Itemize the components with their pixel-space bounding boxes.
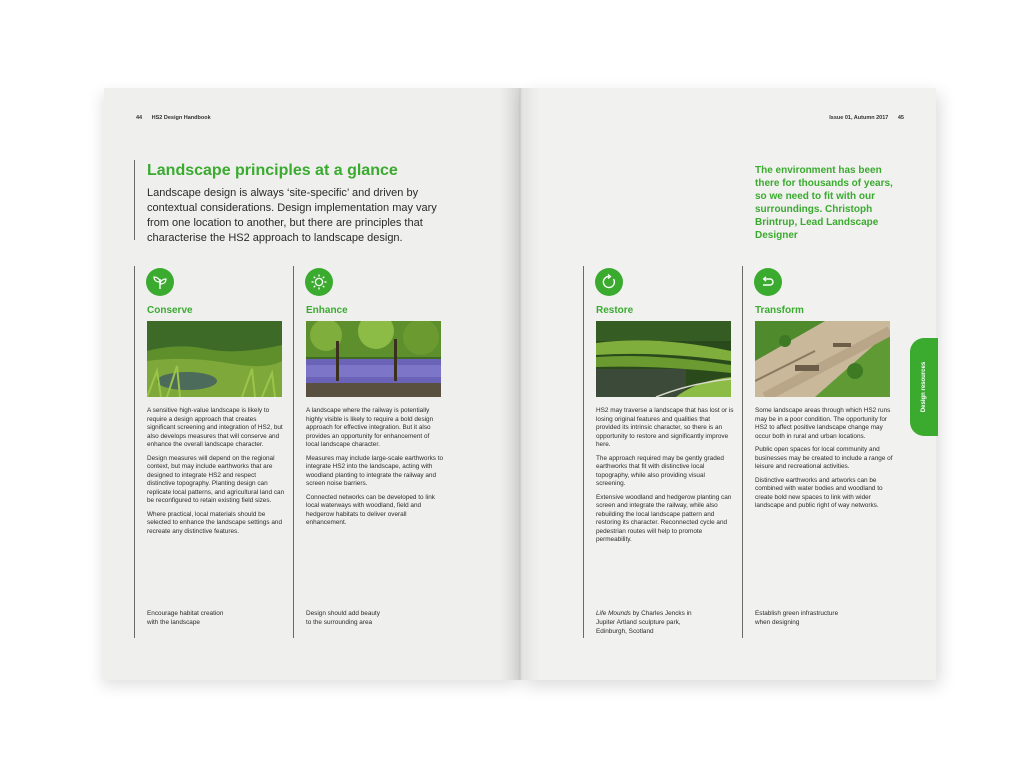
page-title: Landscape principles at a glance — [147, 162, 398, 179]
column-title: Conserve — [147, 305, 193, 316]
photo-urban-park-aerial — [755, 321, 890, 397]
column-body — [755, 407, 893, 511]
caption-artwork-title: Life Mounds — [596, 610, 631, 617]
column-rule-enhance — [293, 266, 294, 638]
column-rule-conserve — [134, 266, 135, 638]
column-transform — [755, 268, 893, 516]
paragraph: Some landscape areas through which HS2 runs may be in a poor condition. The opportunity for HS2 to affect positive landscape change may occur both in rural and urban locations. — [755, 407, 891, 440]
photo-wetland-pond — [147, 321, 282, 397]
column-body — [147, 407, 285, 536]
paragraph: Extensive woodland and hedgerow planting can screen and integrate the railway, while also rebuilding the local landscape pattern and restoring its character. Reconnected cycle and pedestrian routes will help to promote permeability. — [596, 493, 732, 544]
paragraph: The approach required may be gently graded earthworks that fit with distinctive local topography, while also providing visual screening. — [596, 454, 724, 488]
left-running-head — [136, 115, 211, 121]
paragraph: HS2 may traverse a landscape that has lost or is losing original features and qualities that provided its intrinsic character, so there is an opportunity to restore and significantly improve here. — [596, 407, 734, 449]
column-enhance — [306, 268, 444, 533]
column-rule-restore — [583, 266, 584, 638]
column-title: Transform — [755, 305, 804, 316]
column-body — [306, 407, 444, 528]
left-page-number: 44 — [136, 115, 143, 121]
column-title: Enhance — [306, 305, 348, 316]
paragraph: Public open spaces for local community and businesses may be created to include a range of leisure and recreational activities. — [755, 446, 893, 471]
photo-bluebell-woodland — [306, 321, 441, 397]
sun-icon — [305, 268, 333, 296]
column-restore — [596, 268, 734, 550]
pull-quote: The environment has been there for thousands of years, so we need to fit with our surroundings. Christoph Brintrup, Lead Landscape Designer — [755, 165, 893, 241]
right-page — [520, 88, 936, 680]
section-side-tab[interactable] — [910, 338, 938, 436]
paragraph: Distinctive earthworks and artworks can be combined with water bodies and woodland to create bold new spaces to link with wider landscape and public right of way networks. — [755, 476, 883, 510]
right-running-title: Issue 01, Autumn 2017 — [829, 115, 889, 121]
title-rule — [134, 160, 135, 240]
paragraph: Design measures will depend on the regional context, but may include earthworks that are designed to integrate HS2 and respect distinctive topography. Planting design can replicate local patterns, and agricultural land can be reconfigured to retain existing field sizes. — [147, 454, 285, 505]
side-tab-label: Design resources — [921, 361, 927, 413]
caption-restore — [596, 610, 706, 637]
left-page — [104, 88, 520, 680]
column-title: Restore — [596, 305, 634, 316]
left-running-title: HS2 Design Handbook — [151, 115, 211, 121]
caption-enhance: Design should add beauty to the surrounding area — [306, 610, 380, 626]
right-page-number: 45 — [897, 115, 904, 121]
right-running-head — [829, 115, 904, 121]
column-conserve — [147, 268, 285, 541]
paragraph: Measures may include large-scale earthworks to integrate HS2 into the landscape, acting with woodland planting to integrate the railway and screen noise barriers. — [306, 454, 444, 488]
return-arrow-icon — [754, 268, 782, 296]
paragraph: A sensitive high-value landscape is likely to require a design approach that creates significant screening and integration of HS2, but also develops measures that will conserve and enhance the overall landscape character. — [147, 407, 283, 449]
paragraph: A landscape where the railway is potentially highly visible is likely to require a bold design approach for effective integration. But it also provides an opportunity for enhancement of local landscape character. — [306, 407, 434, 449]
circular-arrow-icon — [595, 268, 623, 296]
caption-transform: Establish green infrastructure when designing — [755, 610, 839, 626]
intro-paragraph: Landscape design is always ‘site-specific’ and driven by contextual considerations. Design implementation may vary from one location to another, but there are principles that characterise the HS2 approach to landscape design. — [147, 187, 437, 244]
column-rule-transform — [742, 266, 743, 638]
leaf-sprout-icon — [146, 268, 174, 296]
paragraph: Where practical, local materials should be selected to enhance the landscape settings and recreate any distinctive features. — [147, 510, 283, 535]
photo-landform-mounds — [596, 321, 731, 397]
caption-text: by Charles Jencks in Jupiter Artland sculpture park, Edinburgh, Scotland — [596, 610, 692, 635]
magazine-spread — [104, 88, 936, 680]
caption-conserve: Encourage habitat creation with the landscape — [147, 610, 224, 626]
paragraph: Connected networks can be developed to link local waterways with woodland, field and hedgerow habitats to deliver overall enhancement. — [306, 493, 435, 527]
column-body — [596, 407, 734, 545]
